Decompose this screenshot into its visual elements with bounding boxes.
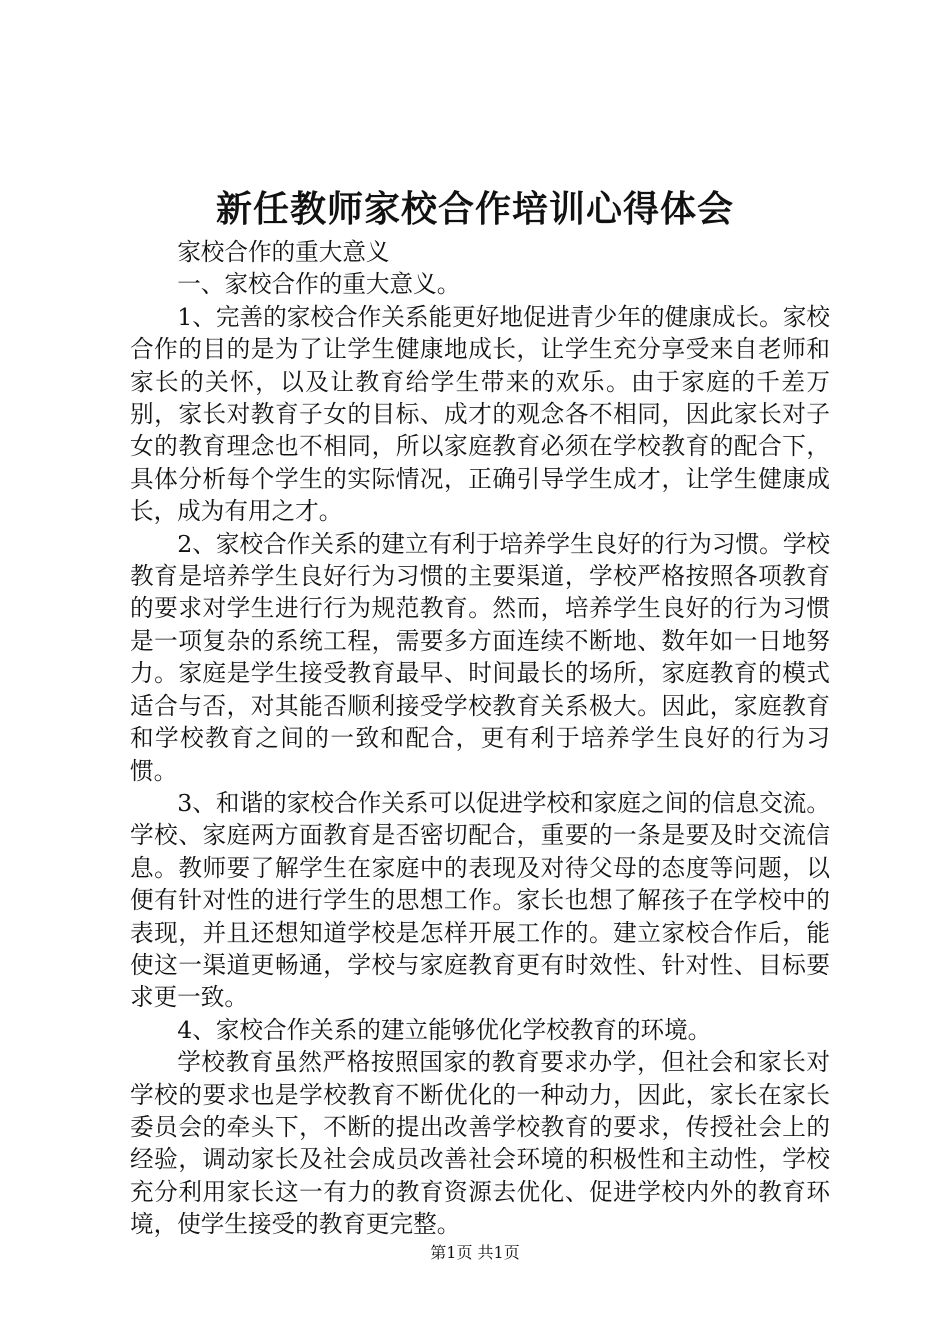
paragraph-point-4: 4、家校合作关系的建立能够优化学校教育的环境。 [177, 1015, 712, 1044]
page-footer: 第1页 共1页 [430, 1243, 520, 1262]
document-body [130, 236, 830, 1241]
paragraph-point-2: 2、家校合作关系的建立有利于培养学生良好的行为习惯。学校教育是培养学生良好行为习惯的主要渠道，学校严格按照各项教育的要求对学生进行行为规范教育。然而，培养学生良好的行为习惯是一项复杂的系统工程，需要多方面连续不断地、数年如一日地努力。家庭是学生接受教育最早、时间最长的场所，家庭教育的模式适合与否，对其能否顺利接受学校教育关系极大。因此，家庭教育和学校教育之间的一致和配合，更有利于培养学生良好的行为习惯。 [130, 529, 830, 785]
document-title: 新任教师家校合作培训心得体会 [215, 188, 734, 230]
paragraph-point-4-detail: 学校教育虽然严格按照国家的教育要求办学，但社会和家长对学校的要求也是学校教育不断优化的一种动力，因此，家长在家长委员会的牵头下，不断的提出改善学校教育的要求，传授社会上的经验，调动家长及社会成员改善社会环境的积极性和主动性，学校充分利用家长这一有力的教育资源去优化、促进学校内外的教育环境，使学生接受的教育更完整。 [130, 1048, 830, 1239]
section-subheading: 一、家校合作的重大意义。 [177, 270, 461, 299]
paragraph-point-1: 1、完善的家校合作关系能更好地促进青少年的健康成长。家校合作的目的是为了让学生健康地成长，让学生充分享受来自老师和家长的关怀，以及让教育给学生带来的欢乐。由于家庭的千差万别，家长对教育子女的目标、成才的观念各不相同，因此家长对子女的教育理念也不相同，所以家庭教育必须在学校教育的配合下，具体分析每个学生的实际情况，正确引导学生成才，让学生健康成长，成为有用之才。 [130, 302, 830, 526]
paragraph-point-3: 3、和谐的家校合作关系可以促进学校和家庭之间的信息交流。学校、家庭两方面教育是否密切配合，重要的一条是要及时交流信息。教师要了解学生在家庭中的表现及对待父母的态度等问题，以便有针对性的进行学生的思想工作。家长也想了解孩子在学校中的表现，并且还想知道学校是怎样开展工作的。建立家校合作后，能使这一渠道更畅通，学校与家庭教育更有时效性、针对性、目标要求更一致。 [130, 788, 830, 1012]
section-heading: 家校合作的重大意义 [177, 238, 390, 266]
